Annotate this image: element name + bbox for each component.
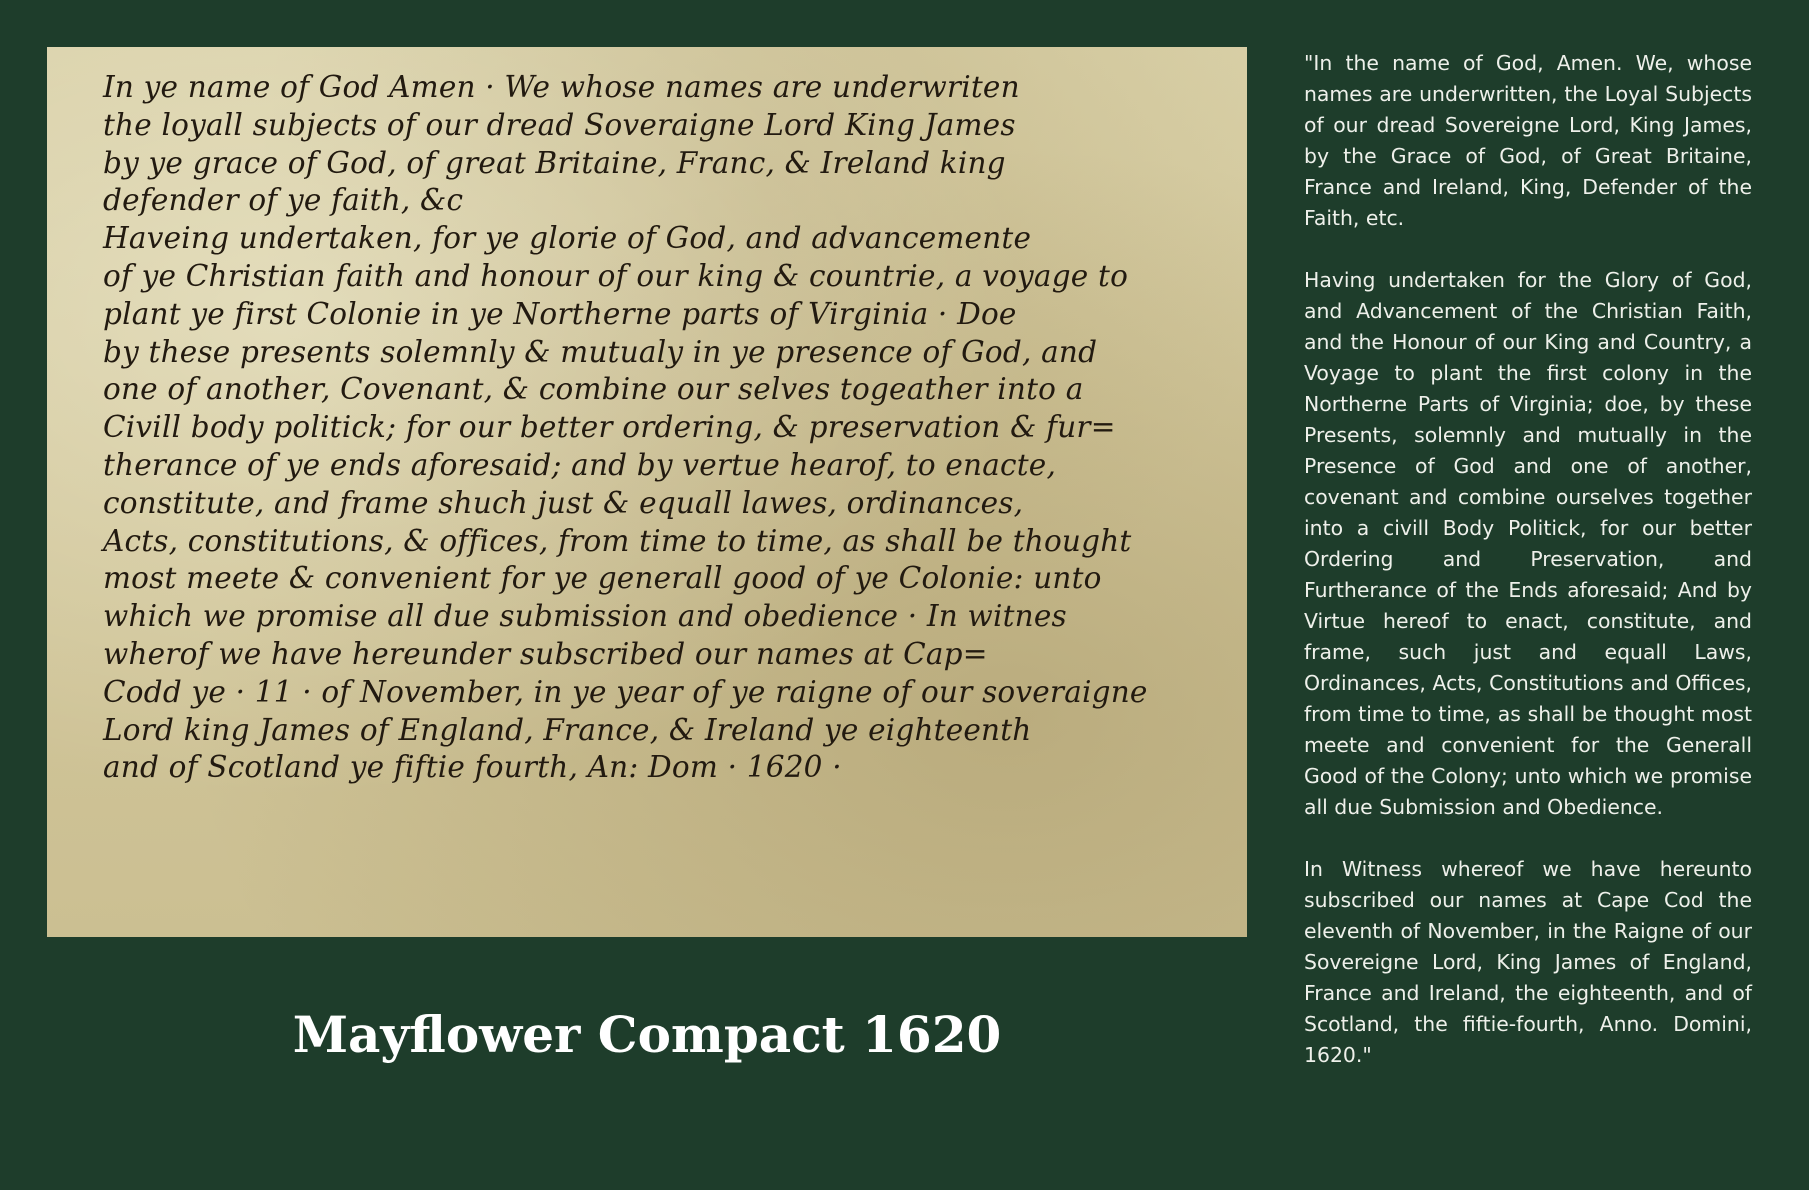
document-title: Mayflower Compact 1620 <box>292 1005 1002 1064</box>
manuscript-line: Codd ye · 11 · of November, in ye year of ye raigne of our soveraigne <box>103 674 1148 709</box>
manuscript-line: defender of ye faith, &c <box>103 183 464 218</box>
manuscript-line: the loyall subjects of our dread Soveraigne Lord King James <box>103 107 1016 142</box>
manuscript-image <box>47 47 1247 937</box>
manuscript-line: Lord king James of England, France, & Ireland ye eighteenth <box>103 712 1032 747</box>
manuscript-line: constitute, and frame shuch just & equall lawes, ordinances, <box>103 485 1024 520</box>
manuscript-line: wherof we have hereunder subscribed our names at Cap= <box>103 636 988 671</box>
manuscript-line: In ye name of God Amen · We whose names are underwriten <box>103 70 1020 104</box>
transcription-paragraph: "In the name of God, Amen. We, whose names are underwritten, the Loyal Subjects of our dread Sovereigne Lord, King James, by the Grace of God, of Great Britaine, France and Ireland, King, Defender of the Faith, etc. <box>1304 51 1752 230</box>
manuscript-line: of ye Christian faith and honour of our king & countrie, a voyage to <box>103 258 1129 293</box>
transcription-text <box>1304 48 1752 1102</box>
manuscript-line: Haveing undertaken, for ye glorie of God, and advancemente <box>103 221 1032 256</box>
manuscript-line: and of Scotland ye fiftie fourth, An: Dom · 1620 · <box>103 750 842 785</box>
manuscript-line: Acts, constitutions, & offices, from time to time, as shall be thought <box>103 523 1132 558</box>
manuscript-line: which we promise all due submission and obedience · In witnes <box>103 599 1067 634</box>
manuscript-line: plant ye first Colonie in ye Northerne parts of Virginia · Doe <box>103 296 1017 331</box>
manuscript-line: therance of ye ends aforesaid; and by vertue hearof, to enacte, <box>103 447 1057 482</box>
transcription-paragraph: In Witness whereof we have hereunto subscribed our names at Cape Cod the eleventh of November, in the Raigne of our Sovereigne Lord, King James of England, France and Ireland, the eighteenth, and of Scotland, the fiftie-fourth, Anno. Domini, 1620." <box>1304 857 1752 1067</box>
manuscript-line: Civill body politick; for our better ordering, & preservation & fur= <box>103 410 1116 445</box>
manuscript-line: most meete & convenient for ye generall good of ye Colonie: unto <box>103 561 1102 596</box>
manuscript-line: by ye grace of God, of great Britaine, Franc, & Ireland king <box>103 145 1006 180</box>
manuscript-line: by these presents solemnly & mutualy in ye presence of God, and <box>103 334 1098 369</box>
transcription-paragraph: Having undertaken for the Glory of God, and Advancement of the Christian Faith, and the Honour of our King and Country, a Voyage to plant the first colony in the Northerne Parts of Virginia; doe, by these Presents, solemnly and mutually in the Presence of God and one of another, covenant and combine ourselves together into a civill Body Politick, for our better Ordering and Preservation, and Furtherance of the Ends aforesaid; And by Virtue hereof to enact, constitute, and frame, such just and equall Laws, Ordinances, Acts, Constitutions and Offices, from time to time, as shall be thought most meete and convenient for the Generall Good of the Colony; unto which we promise all due Submission and Obedience. <box>1304 268 1752 819</box>
manuscript-line: one of another, Covenant, & combine our selves togeather into a <box>103 372 1084 407</box>
